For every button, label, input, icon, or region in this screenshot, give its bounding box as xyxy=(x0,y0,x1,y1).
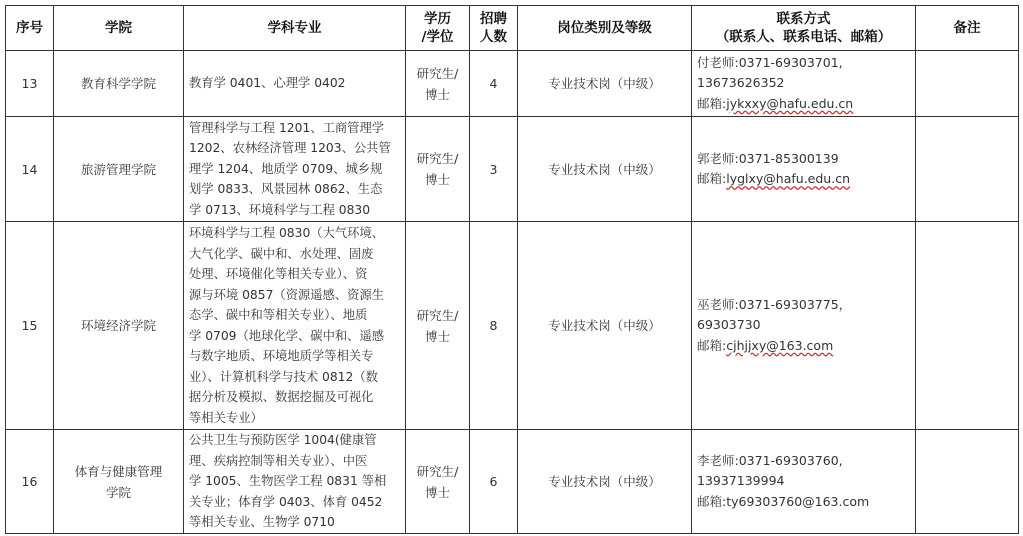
header-remark: 备注 xyxy=(916,6,1019,51)
major-line: 与数字地质、环境地质学等相关专 xyxy=(189,349,374,363)
post-cell: 专业技术岗（中级） xyxy=(518,222,692,430)
contact-phone: 付老师:0371-69303701, xyxy=(697,54,843,70)
email-text[interactable]: ty69303760@163.com xyxy=(726,493,870,509)
major-line: 学 1005、生物医学工程 0831 等相 xyxy=(189,474,387,489)
major-cell xyxy=(184,430,406,534)
email-link[interactable]: jykxxy@hafu.edu.cn xyxy=(726,95,854,111)
major-line: 大气化学、碳中和、水处理、固废 xyxy=(189,246,374,261)
table-row xyxy=(6,430,1019,534)
seq-cell: 13 xyxy=(6,51,54,117)
email-label: 邮箱: xyxy=(697,493,727,509)
table-row xyxy=(6,51,1019,117)
seq-cell: 14 xyxy=(6,117,54,222)
major-line: 公共卫生与预防医学 1004(健康管 xyxy=(189,433,377,448)
degree-cell xyxy=(406,222,470,430)
remark-cell xyxy=(916,222,1019,430)
major-line: 环境科学与工程 0830（大气环境、 xyxy=(189,226,385,240)
contact-phone: 巫老师:0371-69303775，69303730 xyxy=(697,296,852,333)
post-cell: 专业技术岗（中级） xyxy=(518,117,692,222)
major-line: 等相关专业） xyxy=(189,410,263,425)
table-row xyxy=(6,117,1019,222)
header-count-line2: 人数 xyxy=(480,29,507,45)
major-line: 1202、农林经济管理 1203、公共管 xyxy=(189,141,391,156)
major-line: 等相关专业、生物学 0710 xyxy=(189,515,335,530)
header-row xyxy=(6,6,1019,51)
major-line: 管理科学与工程 1201、工商管理学 xyxy=(189,120,385,135)
contact-phone: 李老师:0371-69303760, xyxy=(697,452,843,468)
header-post: 岗位类别及等级 xyxy=(518,6,692,51)
header-seq: 序号 xyxy=(6,6,54,51)
college-cell: 教育科学学院 xyxy=(54,51,184,117)
contact-cell xyxy=(692,117,916,222)
college-cell: 旅游管理学院 xyxy=(54,117,184,222)
recruitment-table xyxy=(5,5,1019,534)
count-cell: 3 xyxy=(470,117,518,222)
degree-line: 研究生/ xyxy=(416,65,459,81)
header-contact-line1: 联系方式 xyxy=(776,11,831,27)
seq-cell: 16 xyxy=(6,430,54,534)
contact-email-line xyxy=(697,169,910,190)
college-cell: 环境经济学院 xyxy=(54,222,184,430)
major-line: 划学 0833、风景园林 0862、生态 xyxy=(189,182,383,197)
major-line: 据分析及模拟、数据挖掘及可视化 xyxy=(189,390,374,404)
degree-line: 博士 xyxy=(424,86,450,102)
email-link[interactable]: cjhjjxy@163.com xyxy=(726,337,834,353)
post-cell: 专业技术岗（中级） xyxy=(518,51,692,117)
email-label: 邮箱: xyxy=(697,337,727,353)
major-line: 源与环境 0857（资源遥感、资源生 xyxy=(189,287,385,302)
contact-cell xyxy=(692,430,916,534)
major-line: 学 0709（地球化学、碳中和、遥感 xyxy=(189,328,385,343)
contact-email-line xyxy=(697,492,910,513)
seq-cell: 15 xyxy=(6,222,54,430)
remark-cell xyxy=(916,430,1019,534)
major-line: 理学 1204、地质学 0709、城乡规 xyxy=(189,161,383,176)
header-contact-line2: （联系人、联系电话、邮箱） xyxy=(715,29,892,45)
header-major: 学科专业 xyxy=(184,6,406,51)
major-line: 教育学 0401、心理学 0402 xyxy=(189,76,346,91)
degree-cell xyxy=(406,117,470,222)
major-cell xyxy=(184,51,406,117)
major-cell xyxy=(184,222,406,430)
count-cell: 4 xyxy=(470,51,518,117)
degree-line: 研究生/ xyxy=(416,463,459,479)
header-contact xyxy=(692,6,916,51)
email-label: 邮箱: xyxy=(697,95,727,111)
contact-phone: 郭老师:0371-85300139 xyxy=(697,150,839,166)
major-line: 关专业；体育学 0403、体育 0452 xyxy=(189,494,383,509)
major-line: 处理、环境催化等相关专业）、资 xyxy=(189,267,368,281)
degree-line: 博士 xyxy=(424,328,450,344)
header-college: 学院 xyxy=(54,6,184,51)
degree-cell xyxy=(406,430,470,534)
contact-mobile: 13673626352 xyxy=(697,75,785,91)
major-cell xyxy=(184,117,406,222)
contact-email-line xyxy=(697,336,910,357)
email-link[interactable]: lyglxy@hafu.edu.cn xyxy=(726,171,850,186)
major-line: 态学、碳中和等相关专业）、地质 xyxy=(189,308,368,322)
contact-email-line xyxy=(697,94,910,115)
header-count xyxy=(470,6,518,51)
email-label: 邮箱: xyxy=(697,171,727,186)
header-degree-line1: 学历 xyxy=(424,11,451,27)
count-cell: 8 xyxy=(470,222,518,430)
degree-cell xyxy=(406,51,470,117)
college-line: 学院 xyxy=(105,484,131,500)
degree-line: 博士 xyxy=(424,484,450,500)
major-line: 学 0713、环境科学与工程 0830 xyxy=(189,202,371,217)
college-cell xyxy=(54,430,184,534)
degree-line: 博士 xyxy=(424,172,450,187)
count-cell: 6 xyxy=(470,430,518,534)
degree-line: 研究生/ xyxy=(416,307,459,323)
table-row xyxy=(6,222,1019,430)
degree-line: 研究生/ xyxy=(416,151,459,166)
college-line: 体育与健康管理 xyxy=(74,463,163,479)
header-degree xyxy=(406,6,470,51)
contact-cell xyxy=(692,51,916,117)
contact-mobile: 13937139994 xyxy=(697,473,785,489)
post-cell: 专业技术岗（中级） xyxy=(518,430,692,534)
major-line: 业）、计算机科学与技术 0812（数 xyxy=(189,369,378,384)
remark-cell xyxy=(916,51,1019,117)
remark-cell xyxy=(916,117,1019,222)
header-degree-line2: /学位 xyxy=(421,29,454,45)
contact-cell xyxy=(692,222,916,430)
major-line: 理、疾病控制等相关专业）、中医 xyxy=(189,453,368,468)
header-count-line1: 招聘 xyxy=(480,11,507,27)
